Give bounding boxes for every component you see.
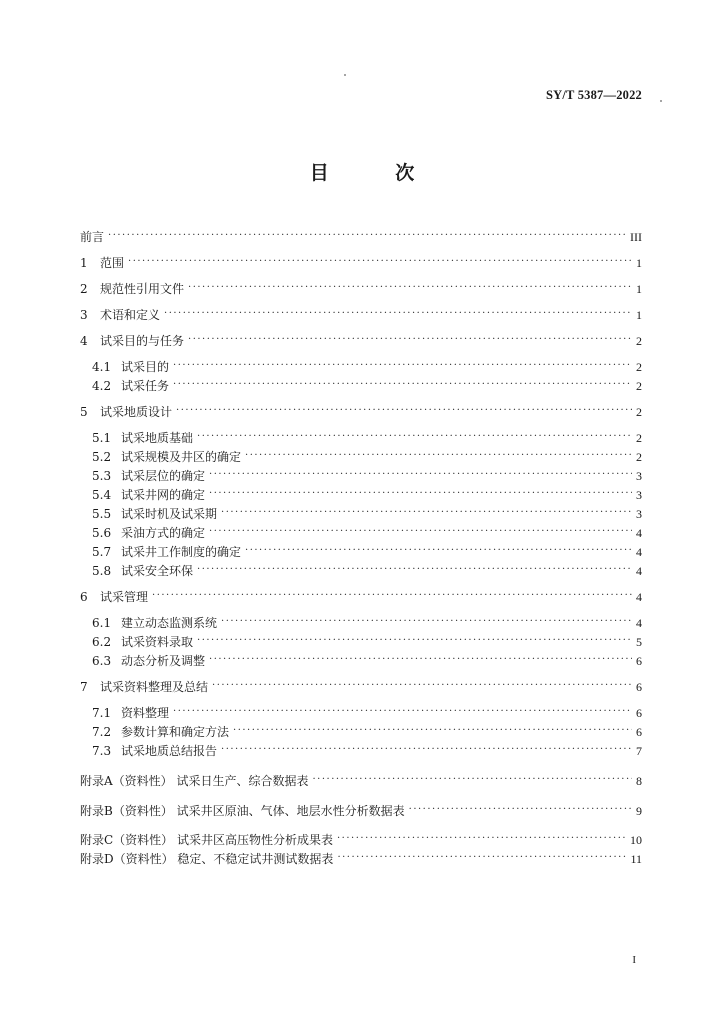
toc-entry[interactable] xyxy=(92,742,642,760)
toc-entry-number: 5.3 xyxy=(92,469,112,483)
toc-entry-page: 6 xyxy=(636,725,642,739)
toc-entry-number: 5.7 xyxy=(92,545,112,559)
toc-entry[interactable] xyxy=(92,652,642,670)
dot-leader xyxy=(312,773,632,787)
toc-entry-label: 试采地质基础 xyxy=(121,431,194,445)
toc-entry-number: 1 xyxy=(80,256,88,270)
page-title: 目 次 xyxy=(309,162,445,184)
toc-entry-label: 试采资料整理及总结 xyxy=(100,680,209,694)
dot-leader xyxy=(337,851,626,865)
toc-entry[interactable] xyxy=(92,467,642,485)
dot-leader xyxy=(197,634,632,648)
toc-entry-page: 6 xyxy=(636,654,642,668)
dot-leader xyxy=(337,832,626,846)
toc-entry-label: 试采安全环保 xyxy=(121,564,194,578)
toc-entry-label: 参数计算和确定方法 xyxy=(121,725,230,739)
toc-entry[interactable] xyxy=(92,358,642,376)
toc-entry[interactable] xyxy=(92,524,642,542)
toc-entry-page: 7 xyxy=(636,744,642,758)
toc-entry-label: 规范性引用文件 xyxy=(100,282,185,296)
toc-entry-label: 附录A（资料性） 试采日生产、综合数据表 xyxy=(80,774,309,788)
dot-leader xyxy=(197,430,632,444)
toc-entry[interactable] xyxy=(80,228,642,246)
dot-leader xyxy=(221,743,632,757)
toc-entry-number: 6.2 xyxy=(92,635,112,649)
dot-leader xyxy=(128,255,632,269)
toc-entry[interactable] xyxy=(92,614,642,632)
dot-leader xyxy=(188,333,632,347)
toc-entry-page: 6 xyxy=(636,680,642,694)
toc-entry-page: 11 xyxy=(630,852,642,866)
toc-entry-label: 试采井网的确定 xyxy=(121,488,206,502)
toc-entry-label: 试采地质总结报告 xyxy=(121,744,218,758)
toc-entry-number: 6.3 xyxy=(92,654,112,668)
toc-entry[interactable] xyxy=(80,678,642,696)
speck-mark xyxy=(344,74,346,76)
toc-entry-page: 2 xyxy=(636,431,642,445)
toc-entry-number: 5.8 xyxy=(92,564,112,578)
toc-entry-label: 附录B（资料性） 试采井区原油、气体、地层水性分析数据表 xyxy=(80,804,405,818)
toc-entry[interactable] xyxy=(92,377,642,395)
dot-leader xyxy=(176,404,632,418)
dot-leader xyxy=(209,487,632,501)
toc-entry-number: 4.1 xyxy=(92,360,112,374)
toc-entry-page: 6 xyxy=(636,706,642,720)
toc-entry-page: 9 xyxy=(636,804,642,818)
toc-entry-number: 5.4 xyxy=(92,488,112,502)
dot-leader xyxy=(209,468,632,482)
toc-entry[interactable] xyxy=(92,429,642,447)
toc-entry-page: 2 xyxy=(636,379,642,393)
toc-entry-page: 10 xyxy=(630,833,642,847)
toc-entry-page: 3 xyxy=(636,507,642,521)
toc-entry-label: 附录D（资料性） 稳定、不稳定试井测试数据表 xyxy=(80,852,334,866)
dot-leader xyxy=(188,281,632,295)
toc-entry-number: 7.3 xyxy=(92,744,112,758)
toc-entry[interactable] xyxy=(92,633,642,651)
toc-entry[interactable] xyxy=(80,403,642,421)
dot-leader xyxy=(409,803,632,817)
toc-entry-label: 试采时机及试采期 xyxy=(121,507,218,521)
dot-leader xyxy=(245,449,632,463)
toc-entry-number: 5 xyxy=(80,405,88,419)
dot-leader xyxy=(173,359,632,373)
standard-code: SY/T 5387—2022 xyxy=(546,88,642,102)
toc-entry[interactable] xyxy=(80,850,642,868)
dot-leader xyxy=(212,679,632,693)
toc-entry-number: 5.5 xyxy=(92,507,112,521)
toc-entry-page: 5 xyxy=(636,635,642,649)
dot-leader xyxy=(173,705,632,719)
toc-entry-number: 3 xyxy=(80,308,88,322)
toc-entry-number: 5.1 xyxy=(92,431,112,445)
toc-entry[interactable] xyxy=(80,332,642,350)
toc-entry-label: 试采任务 xyxy=(121,379,170,393)
toc-entry-label: 术语和定义 xyxy=(100,308,161,322)
toc-entry-page: 2 xyxy=(636,450,642,464)
toc-entry-label: 采油方式的确定 xyxy=(121,526,206,540)
toc-entry-label: 试采管理 xyxy=(100,590,149,604)
toc-entry-page: 2 xyxy=(636,360,642,374)
toc-entry-number: 5.6 xyxy=(92,526,112,540)
toc-entry-page: 1 xyxy=(636,308,642,322)
toc-entry-number: 5.2 xyxy=(92,450,112,464)
toc-entry-label: 范围 xyxy=(100,256,125,270)
toc-entry-number: 4.2 xyxy=(92,379,112,393)
toc-entry-number: 6 xyxy=(80,590,88,604)
toc-entry-label: 试采规模及井区的确定 xyxy=(121,450,242,464)
toc-entry-label: 试采地质设计 xyxy=(100,405,173,419)
toc-entry-number: 7.1 xyxy=(92,706,112,720)
toc-entry-label: 试采井工作制度的确定 xyxy=(121,545,242,559)
toc-entry-label: 动态分析及调整 xyxy=(121,654,206,668)
toc-entry[interactable] xyxy=(92,543,642,561)
toc-entry-page: 2 xyxy=(636,405,642,419)
toc-entry-label: 试采目的 xyxy=(121,360,170,374)
dot-leader xyxy=(233,724,632,738)
toc-entry-page: 4 xyxy=(636,526,642,540)
toc-entry-label: 资料整理 xyxy=(121,706,170,720)
toc-entry-label: 附录C（资料性） 试采井区高压物性分析成果表 xyxy=(80,833,333,847)
dot-leader xyxy=(197,563,632,577)
toc-entry-number: 6.1 xyxy=(92,616,112,630)
toc-entry-page: 1 xyxy=(636,282,642,296)
dot-leader xyxy=(221,506,632,520)
toc-entry-page: III xyxy=(630,230,642,244)
toc-entry[interactable] xyxy=(92,505,642,523)
toc-entry-number: 2 xyxy=(80,282,88,296)
toc-entry-page: 8 xyxy=(636,774,642,788)
toc-entry-page: 4 xyxy=(636,564,642,578)
toc-entry-page: 1 xyxy=(636,256,642,270)
toc-entry[interactable] xyxy=(80,254,642,272)
dot-leader xyxy=(108,229,626,243)
dot-leader xyxy=(209,653,632,667)
toc-entry-page: 4 xyxy=(636,545,642,559)
toc-entry[interactable] xyxy=(92,562,642,580)
toc-entry[interactable] xyxy=(92,704,642,722)
toc-entry[interactable] xyxy=(80,802,642,820)
toc-entry-label: 建立动态监测系统 xyxy=(121,616,218,630)
toc-entry-label: 前言 xyxy=(80,230,105,244)
toc-entry-page: 4 xyxy=(636,590,642,604)
toc-entry-label: 试采资料录取 xyxy=(121,635,194,649)
footer-page-number: I xyxy=(632,954,636,966)
dot-leader xyxy=(152,589,632,603)
toc-entry[interactable] xyxy=(92,448,642,466)
toc-entry[interactable] xyxy=(80,588,642,606)
dot-leader xyxy=(173,378,632,392)
toc-entry-number: 7.2 xyxy=(92,725,112,739)
toc-entry-page: 3 xyxy=(636,469,642,483)
toc-entry-label: 试采层位的确定 xyxy=(121,469,206,483)
toc-entry[interactable] xyxy=(80,772,642,790)
toc-entry-page: 4 xyxy=(636,616,642,630)
toc-entry-page: 3 xyxy=(636,488,642,502)
dot-leader xyxy=(245,544,632,558)
toc-entry-number: 4 xyxy=(80,334,88,348)
toc-entry-page: 2 xyxy=(636,334,642,348)
dot-leader xyxy=(209,525,632,539)
toc-entry-label: 试采目的与任务 xyxy=(100,334,185,348)
dot-leader xyxy=(164,307,632,321)
toc-entry[interactable] xyxy=(80,306,642,324)
toc-entry[interactable] xyxy=(80,831,642,849)
toc-entry[interactable] xyxy=(92,486,642,504)
dot-leader xyxy=(221,615,632,629)
speck-mark xyxy=(660,100,662,102)
toc-entry[interactable] xyxy=(92,723,642,741)
toc-entry[interactable] xyxy=(80,280,642,298)
toc-entry-number: 7 xyxy=(80,680,88,694)
